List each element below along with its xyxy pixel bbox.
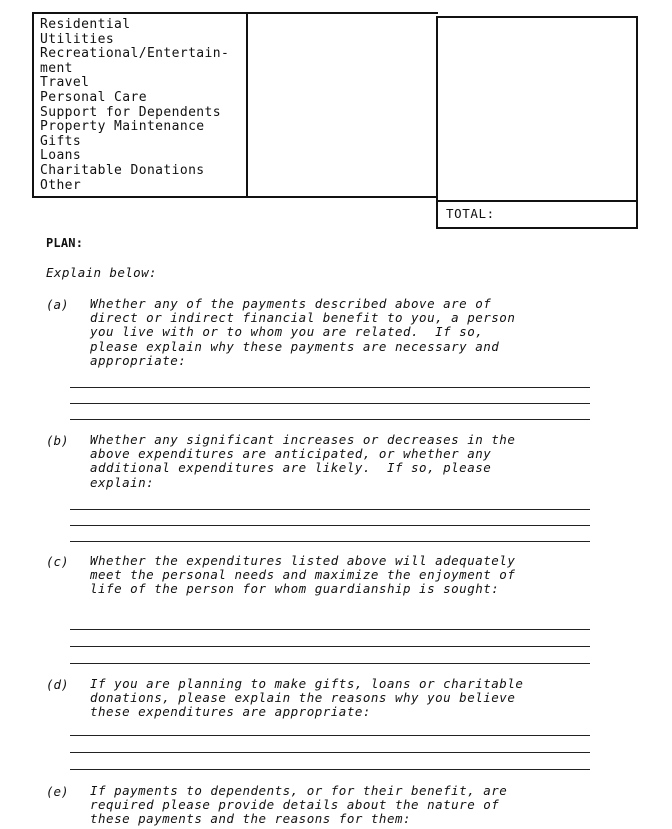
question-label: (e) bbox=[46, 784, 69, 799]
answer-line-c[interactable] bbox=[70, 646, 590, 647]
question-line: you live with or to whom you are related. If so, bbox=[90, 324, 484, 340]
answer-line-c[interactable] bbox=[70, 663, 590, 664]
question-line: these expenditures are appropriate: bbox=[90, 704, 371, 720]
question-line: appropriate: bbox=[90, 352, 187, 368]
expense-category: Residential bbox=[40, 17, 131, 32]
question-line: these payments and the reasons for them: bbox=[90, 811, 412, 827]
question-label: (b) bbox=[46, 433, 69, 448]
expense-category: Charitable Donations bbox=[40, 162, 205, 178]
plan-heading: PLAN: bbox=[46, 236, 84, 250]
expense-category: Property Maintenance bbox=[40, 119, 205, 135]
question-text bbox=[90, 677, 570, 720]
question-line: donations, please explain the reasons why you believe bbox=[90, 690, 516, 706]
answer-line-d[interactable] bbox=[70, 735, 590, 736]
question-text bbox=[90, 297, 570, 368]
answer-line-a[interactable] bbox=[70, 419, 590, 420]
answer-line-b[interactable] bbox=[70, 525, 590, 526]
question-label: (a) bbox=[46, 297, 69, 312]
question-line: If you are planning to make gifts, loans or charitable bbox=[90, 676, 524, 691]
answer-line-d[interactable] bbox=[70, 752, 590, 753]
question-line: If payments to dependents, or for their benefit, are bbox=[90, 783, 508, 798]
expense-category: Support for Dependents bbox=[40, 104, 221, 120]
question-line: Whether any of the payments described above are of bbox=[90, 296, 492, 311]
question-line: please explain why these payments are necessary and bbox=[90, 338, 500, 354]
expense-amount-column[interactable] bbox=[248, 12, 438, 198]
question-text bbox=[90, 784, 570, 827]
question-line: explain: bbox=[90, 474, 155, 490]
question-label: (c) bbox=[46, 554, 69, 569]
total-label: TOTAL: bbox=[446, 206, 495, 221]
expense-subtotal-column[interactable] bbox=[436, 16, 638, 202]
question-line: direct or indirect financial benefit to you, a person bbox=[90, 310, 516, 326]
expense-category: Recreational/Entertain- bbox=[40, 46, 230, 62]
expense-category-column bbox=[32, 12, 248, 198]
question-line: above expenditures are anticipated, or whether any bbox=[90, 446, 492, 462]
question-line: meet the personal needs and maximize the enjoyment of bbox=[90, 567, 516, 583]
answer-line-d[interactable] bbox=[70, 769, 590, 770]
expense-category: Gifts bbox=[40, 133, 82, 149]
expense-category: Utilities bbox=[40, 31, 115, 47]
answer-line-b[interactable] bbox=[70, 509, 590, 510]
expense-category: Personal Care bbox=[40, 89, 147, 105]
expense-category: Loans bbox=[40, 148, 82, 164]
answer-line-a[interactable] bbox=[70, 403, 590, 404]
expense-category: ment bbox=[40, 60, 73, 76]
question-text bbox=[90, 554, 570, 597]
answer-line-c[interactable] bbox=[70, 629, 590, 630]
answer-line-b[interactable] bbox=[70, 541, 590, 542]
question-text bbox=[90, 433, 570, 490]
question-line: life of the person for whom guardianship is sought: bbox=[90, 581, 500, 597]
question-label: (d) bbox=[46, 677, 69, 692]
expense-table bbox=[0, 0, 672, 240]
question-line: additional expenditures are likely. If so, please bbox=[90, 460, 492, 476]
total-field[interactable] bbox=[436, 202, 638, 229]
expense-category: Travel bbox=[40, 75, 90, 91]
question-line: required please provide details about the nature of bbox=[90, 797, 500, 813]
plan-instruction: Explain below: bbox=[46, 265, 157, 280]
question-line: Whether the expenditures listed above will adequately bbox=[90, 553, 516, 568]
answer-line-a[interactable] bbox=[70, 387, 590, 388]
expense-category: Other bbox=[40, 177, 82, 193]
question-line: Whether any significant increases or decreases in the bbox=[90, 432, 516, 447]
